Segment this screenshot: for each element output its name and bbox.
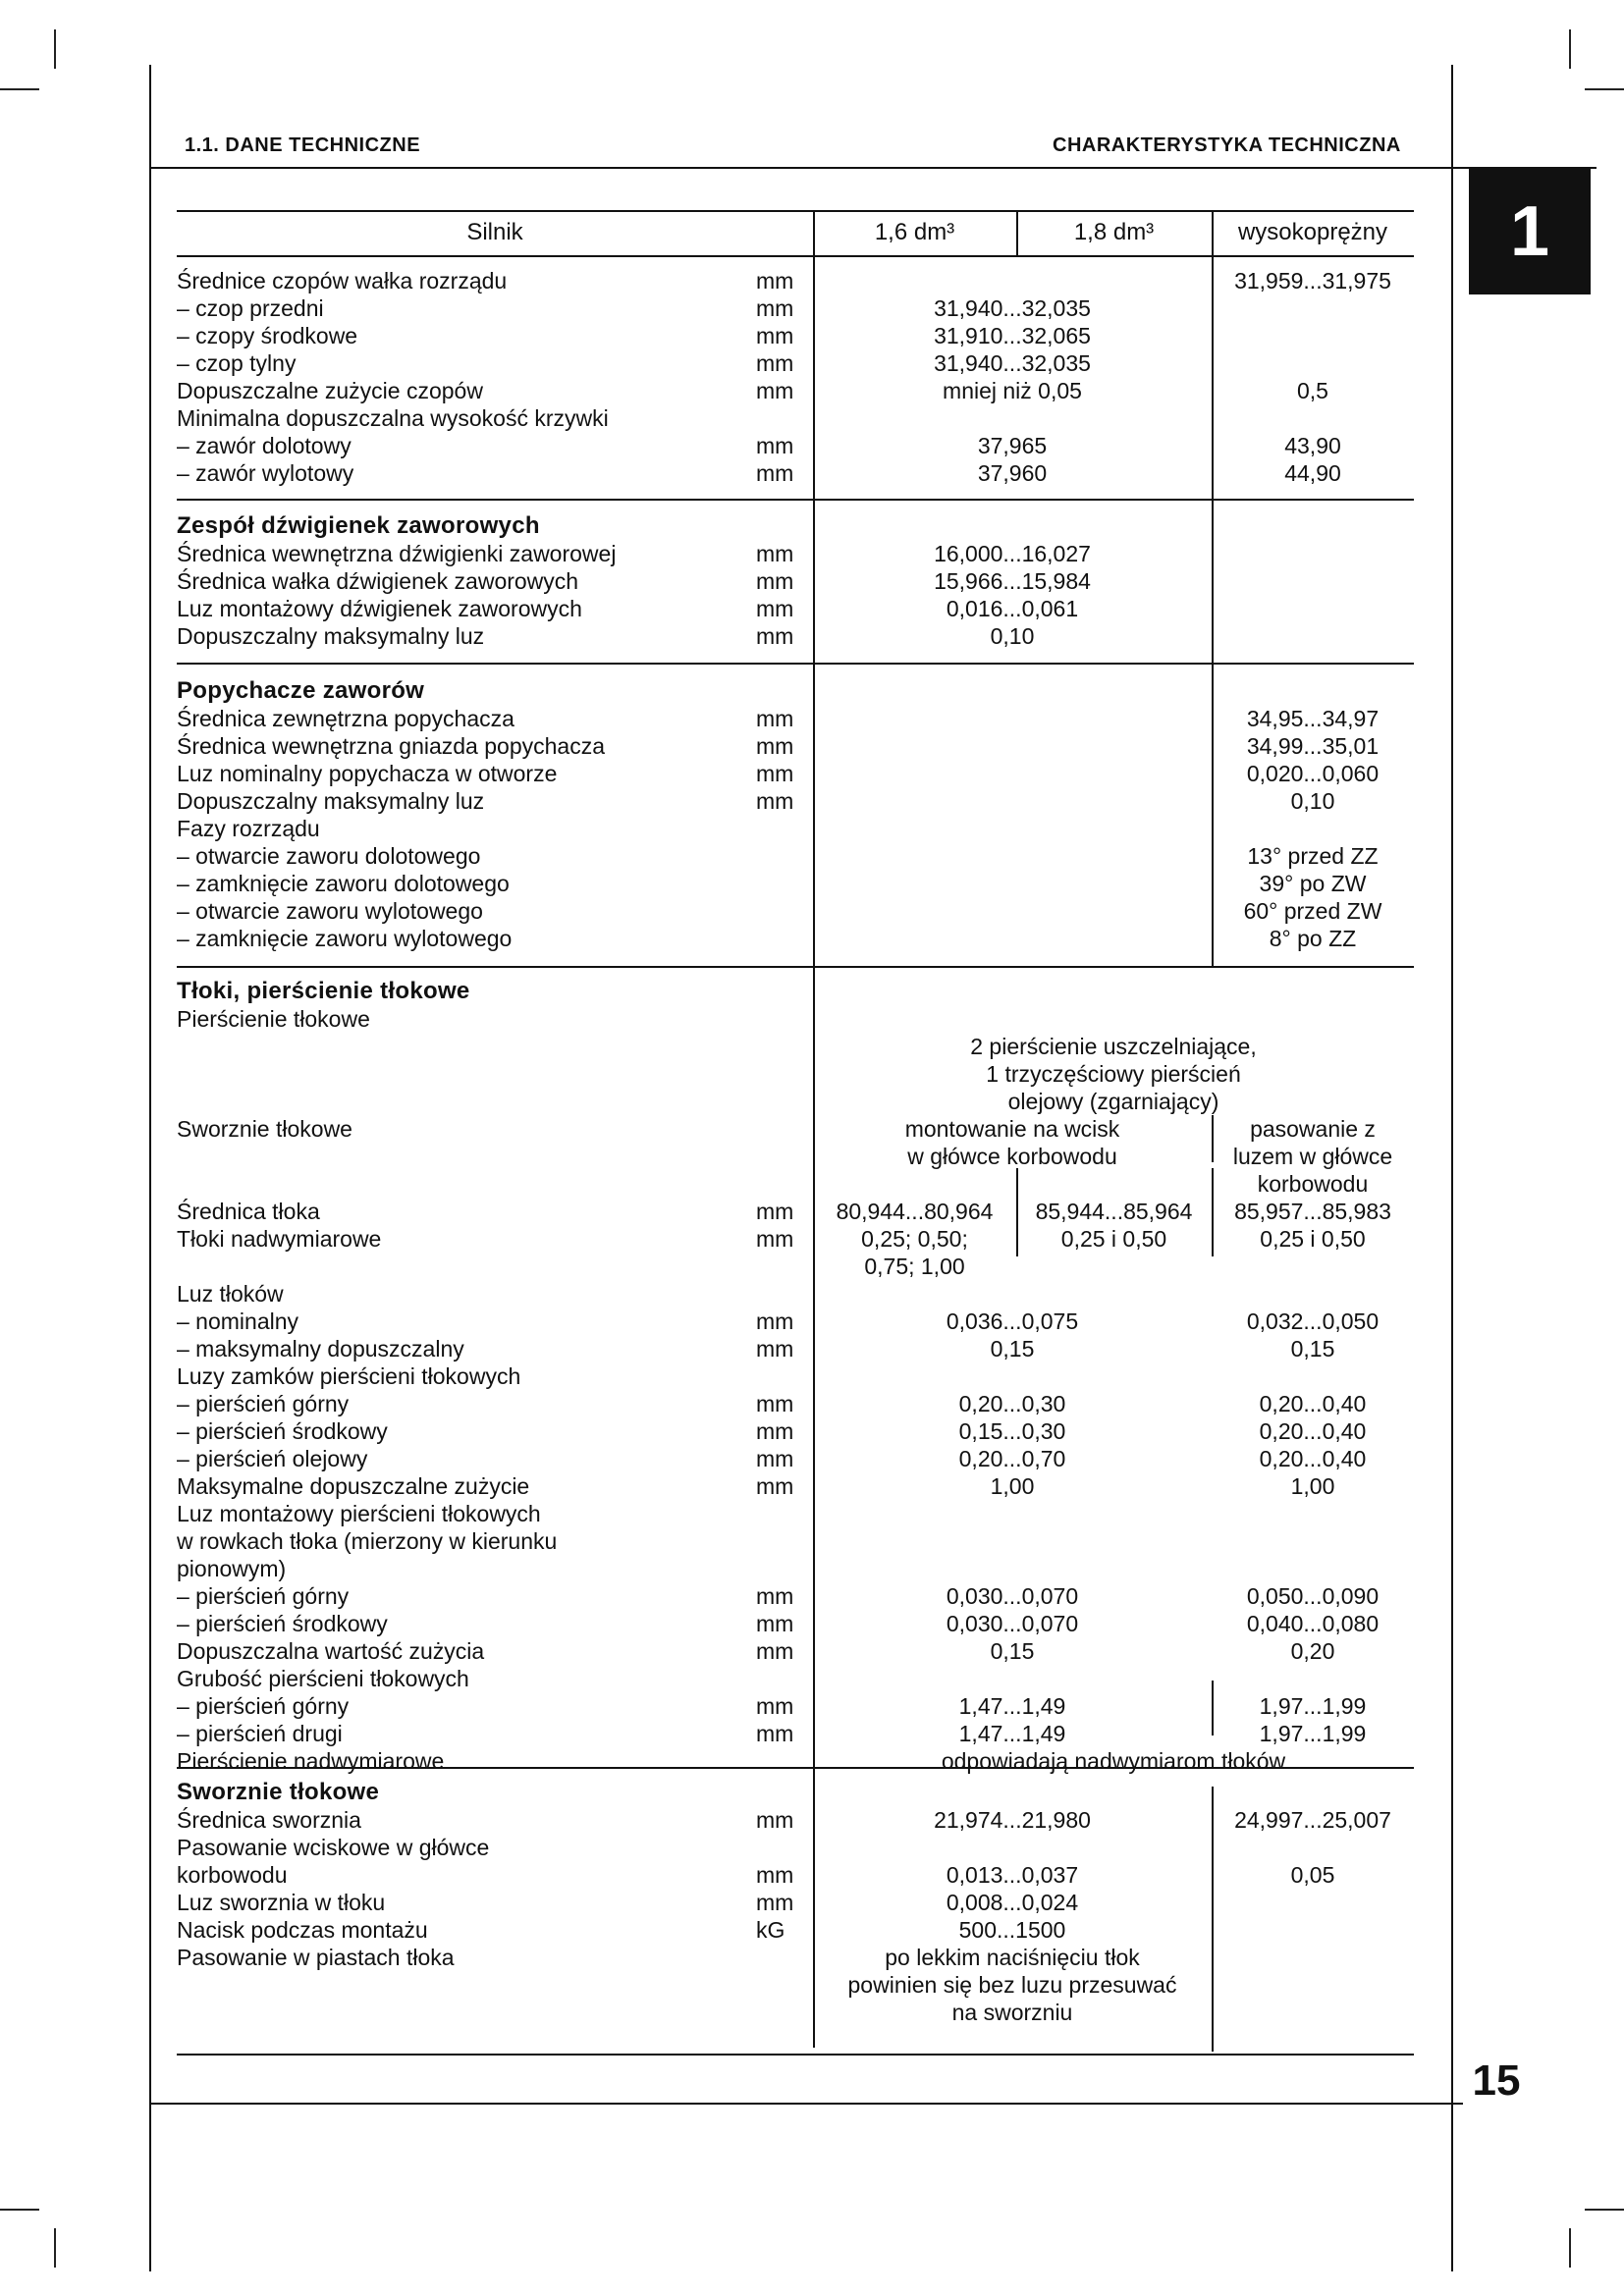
cell-label: – pierścień środkowy	[177, 1611, 388, 1636]
table-row	[0, 1417, 1624, 1445]
table-row	[0, 540, 1624, 567]
table-row	[0, 1665, 1624, 1692]
column-header-1-8: 1,8 dm³	[1073, 219, 1155, 245]
cell-ab: 0,10	[990, 623, 1035, 649]
cell-unit: mm	[756, 433, 794, 458]
cell-ab: powinien się bez luzu przesuwać	[847, 1972, 1177, 1998]
table-row	[0, 1198, 1624, 1225]
table-row	[0, 1610, 1624, 1637]
cell-label: – pierścień środkowy	[177, 1418, 388, 1444]
cell-unit: mm	[756, 1807, 794, 1833]
cell-wide: olejowy (zgarniający)	[1007, 1089, 1219, 1114]
cell-wide: 1 trzyczęściowy pierścień	[986, 1061, 1241, 1087]
cell-c: 1,97...1,99	[1259, 1721, 1367, 1746]
table-row	[0, 1779, 1624, 1806]
cell-unit: mm	[756, 568, 794, 594]
cell-label: – czopy środkowe	[177, 323, 358, 348]
cell-c: luzem w główce	[1232, 1144, 1393, 1169]
table-row	[0, 1747, 1624, 1775]
table-row	[0, 1115, 1624, 1143]
chapter-tab-number: 1	[1509, 192, 1550, 271]
cell-ab: 31,940...32,035	[934, 350, 1091, 376]
cell-label: Luzy zamków pierścieni tłokowych	[177, 1363, 521, 1389]
table-row	[0, 1916, 1624, 1944]
cell-label: w rowkach tłoka (mierzony w kierunku	[177, 1528, 558, 1554]
cell-unit: mm	[756, 1308, 794, 1334]
cell-c: 0,20...0,40	[1259, 1391, 1367, 1416]
table-row	[0, 294, 1624, 322]
cell-label: – zawór wylotowy	[177, 460, 354, 486]
table-row	[0, 760, 1624, 787]
table-row	[0, 787, 1624, 815]
table-row	[0, 732, 1624, 760]
cell-label: Średnica wewnętrzna gniazda popychacza	[177, 733, 605, 759]
cell-ab: 1,47...1,49	[958, 1721, 1066, 1746]
table-row	[0, 925, 1624, 952]
cell-c: 0,5	[1297, 378, 1328, 403]
cell-c: 0,15	[1290, 1336, 1335, 1362]
section-heading: Zespół dźwigienek zaworowych	[177, 512, 540, 539]
table-row	[0, 1889, 1624, 1916]
crop-mark	[54, 29, 56, 69]
cell-c: 0,20...0,40	[1259, 1418, 1367, 1444]
cell-unit: mm	[756, 323, 794, 348]
cell-c: 8° po ZZ	[1269, 926, 1357, 951]
cell-c: 24,997...25,007	[1234, 1807, 1391, 1833]
table-row	[0, 978, 1624, 1005]
cell-unit: mm	[756, 268, 794, 294]
cell-unit: mm	[756, 1473, 794, 1499]
column-header-1-6: 1,6 dm³	[874, 219, 955, 245]
table-row	[0, 1170, 1624, 1198]
cell-unit: mm	[756, 295, 794, 321]
cell-c: 0,20...0,40	[1259, 1446, 1367, 1471]
chapter-title: CHARAKTERYSTYKA TECHNICZNA	[1053, 134, 1401, 156]
table-top-rule	[177, 210, 1414, 212]
cell-ab: 0,15	[990, 1336, 1035, 1362]
table-row	[0, 567, 1624, 595]
cell-label: – maksymalny dopuszczalny	[177, 1336, 464, 1362]
cell-a: 0,75; 1,00	[864, 1254, 965, 1279]
column-header-engine: Silnik	[466, 219, 523, 245]
cell-ab: 21,974...21,980	[934, 1807, 1091, 1833]
cell-unit: mm	[756, 541, 794, 566]
cell-label: – zamknięcie zaworu wylotowego	[177, 926, 513, 951]
cell-c: 34,99...35,01	[1246, 733, 1380, 759]
cell-ab: 0,15...0,30	[958, 1418, 1066, 1444]
cell-ab: 1,00	[990, 1473, 1035, 1499]
cell-unit: mm	[756, 1336, 794, 1362]
cell-label: Maksymalne dopuszczalne zużycie	[177, 1473, 530, 1499]
crop-mark	[1569, 29, 1571, 69]
table-row	[0, 1834, 1624, 1861]
cell-unit: mm	[756, 1583, 794, 1609]
table-row	[0, 1225, 1624, 1253]
cell-a: 0,25; 0,50;	[861, 1226, 968, 1252]
table-row	[0, 1005, 1624, 1033]
table-row	[0, 1637, 1624, 1665]
table-row	[0, 404, 1624, 432]
cell-label: Sworznie tłokowe	[177, 1116, 352, 1142]
cell-ab: po lekkim naciśnięciu tłok	[885, 1945, 1140, 1970]
header-rule	[149, 167, 1597, 169]
cell-label: Dopuszczalny maksymalny luz	[177, 623, 485, 649]
cell-ab: w główce korbowodu	[907, 1144, 1117, 1169]
cell-c: 44,90	[1284, 460, 1341, 486]
cell-label: Luz tłoków	[177, 1281, 284, 1307]
cell-ab: 1,47...1,49	[958, 1693, 1066, 1719]
table-row	[0, 1033, 1624, 1060]
table-row	[0, 1500, 1624, 1527]
cell-ab: 0,013...0,037	[946, 1862, 1079, 1888]
cell-label: Średnica sworznia	[177, 1807, 361, 1833]
cell-ab: 0,20...0,30	[958, 1391, 1066, 1416]
section-rule	[177, 663, 1414, 665]
cell-c: 60° przed ZW	[1243, 898, 1382, 924]
table-row	[0, 1861, 1624, 1889]
cell-label: Luz sworznia w tłoku	[177, 1890, 386, 1915]
section-heading: Tłoki, pierścienie tłokowe	[177, 978, 470, 1004]
table-row	[0, 1253, 1624, 1280]
cell-label: Pierścienie tłokowe	[177, 1006, 370, 1032]
table-row	[0, 1335, 1624, 1362]
cell-wide: odpowiadają nadwymiarom tłoków	[941, 1748, 1286, 1774]
cell-unit: mm	[756, 788, 794, 814]
cell-wide: 2 pierścienie uszczelniające,	[970, 1034, 1257, 1059]
table-row	[0, 1999, 1624, 2026]
crop-mark	[1585, 2209, 1624, 2211]
section-heading: Popychacze zaworów	[177, 677, 425, 704]
table-row	[0, 267, 1624, 294]
cell-c: korbowodu	[1257, 1171, 1369, 1197]
cell-c: 1,00	[1290, 1473, 1335, 1499]
cell-ab: 0,20...0,70	[958, 1446, 1066, 1471]
cell-label: korbowodu	[177, 1862, 288, 1888]
section-rule	[177, 499, 1414, 501]
table-row	[0, 1971, 1624, 1999]
cell-ab: 16,000...16,027	[934, 541, 1091, 566]
cell-label: – nominalny	[177, 1308, 299, 1334]
cell-label: – pierścień górny	[177, 1693, 350, 1719]
cell-unit: mm	[756, 1890, 794, 1915]
table-row	[0, 1527, 1624, 1555]
cell-label: Fazy rozrządu	[177, 816, 320, 841]
cell-unit: mm	[756, 1862, 794, 1888]
table-row	[0, 1088, 1624, 1115]
cell-unit: mm	[756, 1693, 794, 1719]
table-row	[0, 349, 1624, 377]
cell-ab: 0,036...0,075	[946, 1308, 1079, 1334]
cell-label: Średnica tłoka	[177, 1199, 320, 1224]
cell-ab: 0,030...0,070	[946, 1583, 1079, 1609]
cell-unit: mm	[756, 761, 794, 786]
cell-label: Minimalna dopuszczalna wysokość krzywki	[177, 405, 609, 431]
cell-ab: 31,940...32,035	[934, 295, 1091, 321]
cell-ab: 500...1500	[958, 1917, 1066, 1943]
cell-unit: mm	[756, 1391, 794, 1416]
table-row	[0, 1692, 1624, 1720]
cell-label: Pasowanie w piastach tłoka	[177, 1945, 455, 1970]
cell-unit: mm	[756, 1446, 794, 1471]
table-row	[0, 1060, 1624, 1088]
cell-label: Średnica zewnętrzna popychacza	[177, 706, 514, 731]
cell-c: 85,957...85,983	[1234, 1199, 1391, 1224]
cell-label: Luz montażowy dźwigienek zaworowych	[177, 596, 582, 621]
cell-unit: mm	[756, 1226, 794, 1252]
table-row	[0, 322, 1624, 349]
crop-mark	[0, 88, 39, 90]
cell-unit: mm	[756, 1611, 794, 1636]
cell-label: – pierścień olejowy	[177, 1446, 368, 1471]
table-row	[0, 622, 1624, 650]
cell-label: – czop przedni	[177, 295, 324, 321]
cell-unit: mm	[756, 460, 794, 486]
cell-ab: 0,016...0,061	[946, 596, 1079, 621]
cell-c: 0,020...0,060	[1246, 761, 1380, 786]
cell-c: 0,20	[1290, 1638, 1335, 1664]
cell-ab: montowanie na wcisk	[904, 1116, 1120, 1142]
cell-label: – pierścień drugi	[177, 1721, 343, 1746]
cell-c: 0,050...0,090	[1246, 1583, 1380, 1609]
cell-c: 0,10	[1290, 788, 1335, 814]
table-row	[0, 1445, 1624, 1472]
section-title: 1.1. DANE TECHNICZNE	[185, 134, 421, 156]
table-row	[0, 432, 1624, 459]
table-row	[0, 1362, 1624, 1390]
cell-unit: mm	[756, 378, 794, 403]
cell-ab: 37,965	[977, 433, 1048, 458]
column-header-diesel: wysokoprężny	[1237, 219, 1388, 245]
cell-c: 31,959...31,975	[1234, 268, 1391, 294]
table-row	[0, 1555, 1624, 1582]
cell-unit: mm	[756, 706, 794, 731]
cell-ab: 31,910...32,065	[934, 323, 1091, 348]
cell-ab: 15,966...15,984	[934, 568, 1091, 594]
section-rule	[177, 966, 1414, 968]
cell-label: – zamknięcie zaworu dolotowego	[177, 871, 510, 896]
cell-c: 0,040...0,080	[1246, 1611, 1380, 1636]
table-row	[0, 842, 1624, 870]
cell-label: Pierścienie nadwymiarowe	[177, 1748, 445, 1774]
crop-mark	[0, 2209, 39, 2211]
cell-ab: mniej niż 0,05	[943, 378, 1082, 403]
table-header-rule	[177, 255, 1414, 257]
cell-label: Średnice czopów wałka rozrządu	[177, 268, 508, 294]
section-heading: Sworznie tłokowe	[177, 1779, 380, 1805]
cell-unit: kG	[756, 1917, 785, 1943]
cell-unit: mm	[756, 1721, 794, 1746]
cell-label: – otwarcie zaworu wylotowego	[177, 898, 483, 924]
cell-label: – czop tylny	[177, 350, 297, 376]
cell-label: – otwarcie zaworu dolotowego	[177, 843, 481, 869]
table-row	[0, 1308, 1624, 1335]
table-row	[0, 1280, 1624, 1308]
crop-mark	[1585, 88, 1624, 90]
cell-ab: 0,008...0,024	[946, 1890, 1079, 1915]
cell-label: Grubość pierścieni tłokowych	[177, 1666, 469, 1691]
cell-b: 0,25 i 0,50	[1060, 1226, 1167, 1252]
table-row	[0, 1390, 1624, 1417]
footer-rule	[149, 2103, 1463, 2105]
cell-c: 43,90	[1284, 433, 1341, 458]
table-row	[0, 595, 1624, 622]
cell-c: 34,95...34,97	[1246, 706, 1380, 731]
table-row	[0, 705, 1624, 732]
section-rule	[177, 2054, 1414, 2056]
cell-label: Nacisk podczas montażu	[177, 1917, 428, 1943]
cell-label: Dopuszczalna wartość zużycia	[177, 1638, 485, 1664]
crop-mark	[1569, 2228, 1571, 2268]
table-row	[0, 1944, 1624, 1971]
cell-label: Pasowanie wciskowe w główce	[177, 1835, 490, 1860]
table-row	[0, 815, 1624, 842]
table-row	[0, 1143, 1624, 1170]
cell-label: Średnica wałka dźwigienek zaworowych	[177, 568, 579, 594]
cell-label: – pierścień górny	[177, 1583, 350, 1609]
cell-unit: mm	[756, 1418, 794, 1444]
cell-b: 85,944...85,964	[1035, 1199, 1193, 1224]
table-row	[0, 1806, 1624, 1834]
cell-label: Luz montażowy pierścieni tłokowych	[177, 1501, 541, 1526]
cell-unit: mm	[756, 1199, 794, 1224]
cell-unit: mm	[756, 596, 794, 621]
cell-c: 1,97...1,99	[1259, 1693, 1367, 1719]
cell-ab: na sworzniu	[951, 2000, 1073, 2025]
cell-c: 0,032...0,050	[1246, 1308, 1380, 1334]
cell-ab: 37,960	[977, 460, 1048, 486]
cell-label: pionowym)	[177, 1556, 287, 1581]
table-row	[0, 459, 1624, 487]
cell-unit: mm	[756, 350, 794, 376]
table-row	[0, 870, 1624, 897]
cell-label: Dopuszczalne zużycie czopów	[177, 378, 483, 403]
cell-c: 13° przed ZZ	[1247, 843, 1379, 869]
cell-label: Średnica wewnętrzna dźwigienki zaworowej	[177, 541, 617, 566]
cell-c: 0,05	[1290, 1862, 1335, 1888]
crop-mark	[54, 2228, 56, 2268]
table-row	[0, 1720, 1624, 1747]
cell-c: 0,25 i 0,50	[1260, 1226, 1366, 1252]
table-row	[0, 1582, 1624, 1610]
cell-ab: 0,15	[990, 1638, 1035, 1664]
table-row	[0, 377, 1624, 404]
table-row	[0, 512, 1624, 540]
cell-unit: mm	[756, 1638, 794, 1664]
cell-unit: mm	[756, 733, 794, 759]
page-number: 15	[1472, 2056, 1521, 2105]
cell-ab: 0,030...0,070	[946, 1611, 1079, 1636]
cell-c: 39° po ZW	[1259, 871, 1367, 896]
cell-label: Dopuszczalny maksymalny luz	[177, 788, 485, 814]
table-row	[0, 677, 1624, 705]
cell-unit: mm	[756, 623, 794, 649]
cell-label: – pierścień górny	[177, 1391, 350, 1416]
cell-a: 80,944...80,964	[836, 1199, 994, 1224]
table-row	[0, 1472, 1624, 1500]
cell-label: Tłoki nadwymiarowe	[177, 1226, 382, 1252]
cell-label: Luz nominalny popychacza w otworze	[177, 761, 558, 786]
cell-label: – zawór dolotowy	[177, 433, 352, 458]
cell-c: pasowanie z	[1250, 1116, 1376, 1142]
table-row	[0, 897, 1624, 925]
